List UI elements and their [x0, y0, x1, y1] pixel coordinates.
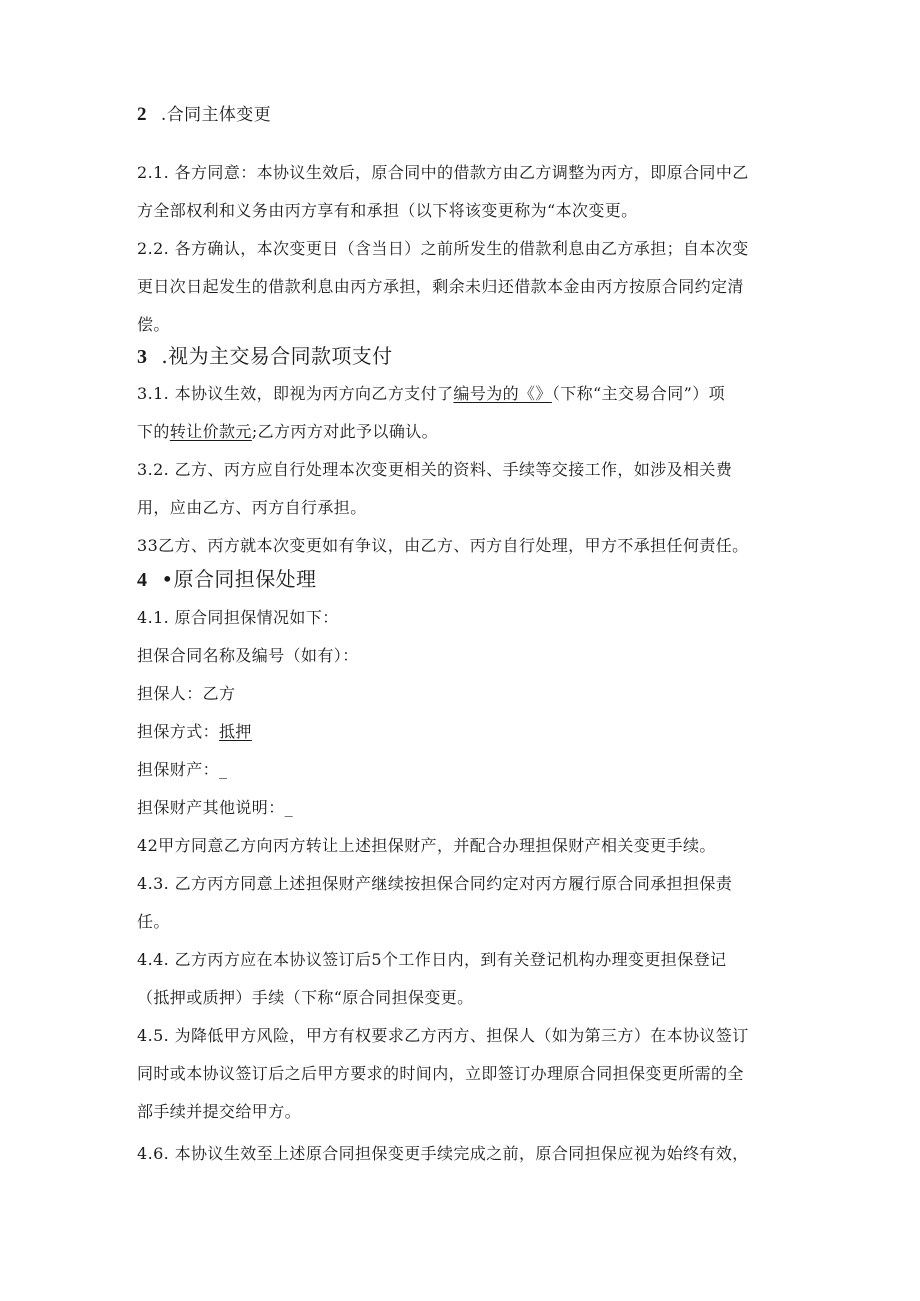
clause-2-2-line-2: 更日次日起发生的借款利息由丙方承担，剩余未归还借款本金由丙方按原合同约定清: [137, 277, 744, 296]
section-4-title: •原合同担保处理: [161, 567, 317, 591]
guarantee-property-field: 担保财产：_: [137, 760, 228, 779]
clause-4-3-line-2: 任。: [137, 912, 170, 931]
clause-3-1-text-b: （下称“主交易合同”）项: [551, 384, 725, 403]
clause-4-5-line-3: 部手续并提交给甲方。: [137, 1102, 302, 1121]
clause-4-5-line-2: 同时或本协议签订后之后甲方要求的时间内，立即签订办理原合同担保变更所需的全: [137, 1064, 744, 1083]
contract-number-blank: 编号为的《》: [453, 384, 552, 403]
clause-4-6-line-1: 4.6. 本协议生效至上述原合同担保变更手续完成之前，原合同担保应视为始终有效，: [137, 1144, 749, 1163]
section-4-number: 4: [137, 569, 148, 591]
clause-3-1-text-a: 3.1. 本协议生效，即视为丙方向乙方支付了: [137, 384, 454, 403]
clause-3-1-line-2: [137, 422, 438, 442]
guarantee-property-other-field: 担保财产其他说明：_: [137, 798, 294, 817]
guarantee-method-value: 抵押: [219, 722, 252, 741]
section-2-number: 2: [137, 104, 147, 125]
transfer-price-blank: 转让价款元: [169, 422, 252, 441]
clause-4-4-line-2: （抵押或质押）手续（下称“原合同担保变更。: [137, 988, 474, 1007]
section-4-heading: [137, 567, 316, 592]
clause-2-2-line-3: 偿。: [137, 315, 170, 334]
section-3-title: .视为主交易合同款项支付: [161, 344, 393, 368]
clause-3-2-line-2: 用，应由乙方、丙方自行承担。: [137, 498, 367, 517]
clause-4-5-line-1: 4.5. 为降低甲方风险，甲方有权要求乙方丙方、担保人（如为第三方）在本协议签订: [137, 1026, 749, 1045]
section-2-title: .合同主体变更: [160, 105, 272, 125]
section-3-heading: [137, 344, 393, 369]
guarantor-field: 担保人：乙方: [137, 684, 236, 703]
clause-3-3: 33乙方、丙方就本次变更如有争议，由乙方、丙方自行处理，甲方不承担任何责任。: [137, 536, 749, 555]
clause-3-1-text-d: ;乙方丙方对此予以确认。: [251, 422, 439, 441]
guarantee-method-field: [137, 722, 252, 742]
guarantee-method-label: 担保方式：: [137, 722, 220, 741]
clause-4-1: 4.1. 原合同担保情况如下：: [137, 608, 339, 627]
section-3-number: 3: [137, 346, 148, 368]
clause-3-1-line-1: [137, 384, 725, 404]
clause-2-2-line-1: 2.2. 各方确认，本次变更日（含当日）之前所发生的借款利息由乙方承担；自本次变: [137, 239, 749, 258]
clause-2-1-line-1: 2.1. 各方同意：本协议生效后，原合同中的借款方由乙方调整为丙方，即原合同中乙: [137, 163, 749, 182]
clause-3-2-line-1: 3.2. 乙方、丙方应自行处理本次变更相关的资料、手续等交接工作，如涉及相关费: [137, 460, 733, 479]
clause-4-4-line-1: 4.4. 乙方丙方应在本协议签订后5个工作日内，到有关登记机构办理变更担保登记: [137, 950, 727, 969]
section-2-heading: [137, 105, 271, 125]
clause-2-1-line-2: 方全部权利和义务由丙方享有和承担（以下将该变更称为“本次变更。: [137, 201, 638, 220]
guarantee-contract-field: 担保合同名称及编号（如有）：: [137, 646, 359, 665]
clause-3-1-text-c: 下的: [137, 422, 170, 441]
clause-4-3-line-1: 4.3. 乙方丙方同意上述担保财产继续按担保合同约定对丙方履行原合同承担担保责: [137, 874, 733, 893]
clause-4-2: 42甲方同意乙方向丙方转让上述担保财产，并配合办理担保财产相关变更手续。: [137, 836, 716, 855]
